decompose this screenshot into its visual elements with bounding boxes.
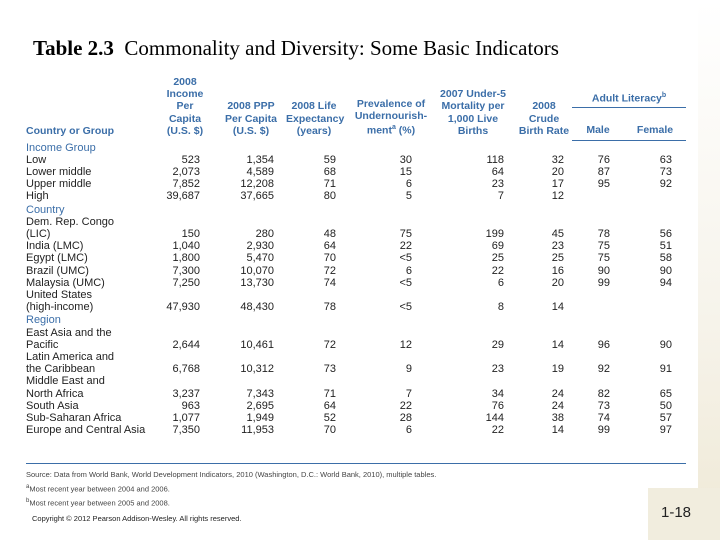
cell-birth: 45 bbox=[551, 227, 564, 240]
cell-male: 99 bbox=[597, 276, 610, 289]
cell-income: 1,800 bbox=[172, 252, 200, 265]
cell-mortality: 76 bbox=[491, 399, 504, 412]
cell-mortality: 7 bbox=[497, 190, 504, 203]
table-row bbox=[26, 351, 686, 363]
cell-female: 50 bbox=[659, 399, 673, 412]
cell-mortality: 22 bbox=[491, 264, 504, 277]
cell-male bbox=[572, 190, 624, 202]
header-literacy-sup: b bbox=[661, 91, 667, 99]
section-label: Country bbox=[26, 203, 65, 216]
cell-ppp: 7,343 bbox=[246, 387, 274, 400]
table-row bbox=[26, 375, 686, 387]
table-row bbox=[26, 166, 686, 178]
cell-mortality: 8 bbox=[497, 301, 504, 314]
row-name: India (LMC) bbox=[26, 240, 84, 253]
cell-undernourish: <5 bbox=[399, 301, 412, 314]
cell-undernourish: 9 bbox=[405, 363, 412, 376]
cell-life: 64 bbox=[323, 399, 336, 412]
cell-ppp: 1,354 bbox=[246, 153, 274, 166]
cell-income: 39,687 bbox=[166, 190, 200, 203]
cell-mortality: 23 bbox=[491, 363, 504, 376]
cell-birth: 38 bbox=[551, 411, 564, 424]
cell-mortality: 25 bbox=[491, 252, 504, 265]
cell-mortality: 22 bbox=[491, 424, 504, 437]
cell-income: 47,930 bbox=[166, 301, 200, 314]
cell-income: 2,644 bbox=[172, 338, 200, 351]
cell-life: 72 bbox=[323, 338, 336, 351]
cell-birth: 25 bbox=[551, 252, 564, 265]
cell-male: 96 bbox=[597, 338, 610, 351]
table-row bbox=[26, 412, 686, 424]
slide-edge-strip bbox=[698, 0, 720, 540]
header-literacy bbox=[572, 76, 686, 107]
header-undernourish-sup: a bbox=[391, 124, 396, 132]
cell-undernourish: 75 bbox=[399, 227, 412, 240]
cell-female: 65 bbox=[659, 387, 673, 400]
cell-life: 64 bbox=[323, 240, 336, 253]
row-name: South Asia bbox=[26, 399, 79, 412]
cell-ppp: 37,665 bbox=[240, 190, 274, 203]
table-row-continued bbox=[26, 339, 686, 351]
cell-male: 99 bbox=[597, 424, 610, 437]
cell-ppp: 13,730 bbox=[240, 276, 274, 289]
row-name-continued: (high-income) bbox=[26, 301, 94, 314]
cell-ppp: 280 bbox=[255, 227, 274, 240]
header-undernourish-unit: (%) bbox=[398, 124, 416, 137]
cell-birth: 20 bbox=[551, 165, 564, 178]
cell-ppp: 12,208 bbox=[240, 178, 274, 191]
cell-undernourish: 30 bbox=[399, 153, 412, 166]
slide-title bbox=[33, 36, 703, 61]
page-number: 1-18 bbox=[661, 504, 692, 521]
cell-mortality: 6 bbox=[497, 276, 504, 289]
cell-female: 58 bbox=[659, 252, 673, 265]
row-name-continued: (LIC) bbox=[26, 227, 51, 240]
cell-male: 82 bbox=[597, 387, 610, 400]
cell-life: 74 bbox=[323, 276, 336, 289]
cell-ppp: 10,461 bbox=[240, 338, 274, 351]
footnote-b-text: Most recent year between 2005 and 2008. bbox=[29, 498, 170, 508]
table-title: Commonality and Diversity: Some Basic Indicators bbox=[124, 36, 559, 60]
cell-undernourish: <5 bbox=[399, 252, 412, 265]
cell-male: 76 bbox=[597, 153, 610, 166]
cell-mortality: 69 bbox=[491, 240, 504, 253]
cell-birth: 16 bbox=[551, 264, 564, 277]
cell-female: 73 bbox=[659, 165, 673, 178]
cell-income: 1,040 bbox=[172, 240, 200, 253]
table-row bbox=[26, 265, 686, 277]
cell-income: 7,852 bbox=[172, 178, 200, 191]
cell-mortality: 34 bbox=[491, 387, 504, 400]
cell-life: 80 bbox=[323, 190, 336, 203]
cell-income: 3,237 bbox=[172, 387, 200, 400]
cell-ppp: 5,470 bbox=[246, 252, 274, 265]
cell-life: 71 bbox=[323, 387, 336, 400]
cell-mortality: 23 bbox=[491, 178, 504, 191]
header-mortality: 2007 Under-5 Mortality per 1,000 Live Births bbox=[440, 88, 506, 137]
cell-undernourish: 28 bbox=[399, 411, 412, 424]
row-name: Upper middle bbox=[26, 178, 92, 191]
row-name: Sub-Saharan Africa bbox=[26, 411, 122, 424]
cell-mortality: 144 bbox=[485, 411, 504, 424]
cell-birth: 14 bbox=[551, 424, 564, 437]
cell-life: 78 bbox=[323, 301, 336, 314]
indicators-table bbox=[26, 76, 686, 436]
table-row bbox=[26, 400, 686, 412]
cell-ppp: 2,930 bbox=[246, 240, 274, 253]
cell-life: 59 bbox=[323, 153, 336, 166]
cell-income: 523 bbox=[181, 153, 200, 166]
table-row bbox=[26, 327, 686, 339]
table-row bbox=[26, 277, 686, 289]
cell-male: 90 bbox=[597, 264, 610, 277]
row-name: Egypt (LMC) bbox=[26, 252, 88, 265]
row-name: Dem. Rep. Congo bbox=[26, 215, 115, 228]
header-life: 2008 Life Expectancy (years) bbox=[286, 100, 345, 137]
cell-income: 2,073 bbox=[172, 165, 200, 178]
table-row bbox=[26, 178, 686, 190]
cell-income: 6,768 bbox=[172, 363, 200, 376]
row-name: Brazil (UMC) bbox=[26, 264, 89, 277]
cell-female bbox=[624, 190, 686, 202]
table-row-continued bbox=[26, 363, 686, 375]
row-name: Middle East and bbox=[26, 375, 105, 388]
table-row-continued bbox=[26, 301, 686, 313]
table-number: Table 2.3 bbox=[33, 36, 114, 60]
cell-ppp: 1,949 bbox=[246, 411, 274, 424]
cell-mortality: 29 bbox=[491, 338, 504, 351]
cell-undernourish: <5 bbox=[399, 276, 412, 289]
cell-income: 7,350 bbox=[172, 424, 200, 437]
row-name: Lower middle bbox=[26, 165, 92, 178]
cell-undernourish: 5 bbox=[405, 190, 412, 203]
table-row bbox=[26, 216, 686, 228]
cell-birth: 12 bbox=[551, 190, 564, 203]
cell-ppp: 11,953 bbox=[241, 424, 274, 437]
cell-female: 92 bbox=[659, 178, 673, 191]
header-female: Female bbox=[624, 107, 686, 140]
cell-ppp: 10,312 bbox=[240, 363, 274, 376]
table-bottom-rule bbox=[26, 463, 686, 464]
section-label: Income Group bbox=[26, 141, 96, 154]
row-name-continued: the Caribbean bbox=[26, 363, 96, 376]
cell-ppp: 48,430 bbox=[240, 301, 274, 314]
cell-female: 51 bbox=[659, 240, 673, 253]
cell-male: 75 bbox=[597, 252, 610, 265]
cell-undernourish: 22 bbox=[399, 399, 412, 412]
cell-life: 71 bbox=[323, 178, 336, 191]
header-country: Country or Group bbox=[26, 124, 115, 137]
cell-ppp: 2,695 bbox=[246, 399, 274, 412]
row-name: Europe and Central Asia bbox=[26, 424, 146, 437]
row-name-continued: North Africa bbox=[26, 387, 84, 400]
row-name: East Asia and the bbox=[26, 326, 112, 339]
cell-income: 1,077 bbox=[172, 411, 200, 424]
cell-male: 87 bbox=[597, 165, 610, 178]
cell-birth: 24 bbox=[551, 387, 564, 400]
cell-female bbox=[624, 301, 686, 313]
cell-income: 150 bbox=[181, 227, 200, 240]
cell-undernourish: 22 bbox=[399, 240, 412, 253]
table-row bbox=[26, 289, 686, 301]
cell-male: 75 bbox=[597, 240, 610, 253]
table-row-continued bbox=[26, 228, 686, 240]
cell-birth: 14 bbox=[551, 301, 564, 314]
cell-male: 78 bbox=[597, 227, 610, 240]
footnote-b bbox=[26, 498, 170, 508]
cell-life: 68 bbox=[323, 165, 336, 178]
cell-life: 52 bbox=[323, 411, 336, 424]
cell-undernourish: 7 bbox=[405, 387, 412, 400]
cell-male: 73 bbox=[597, 399, 610, 412]
cell-undernourish: 6 bbox=[405, 424, 412, 437]
cell-birth: 20 bbox=[551, 276, 564, 289]
cell-male bbox=[572, 301, 624, 313]
cell-female: 56 bbox=[659, 227, 673, 240]
cell-female: 57 bbox=[659, 411, 673, 424]
cell-birth: 32 bbox=[551, 153, 564, 166]
cell-undernourish: 12 bbox=[399, 338, 412, 351]
header-income: 2008 Income Per Capita (U.S. $) bbox=[166, 76, 204, 137]
header-male: Male bbox=[572, 107, 624, 140]
cell-undernourish: 15 bbox=[399, 165, 412, 178]
cell-life: 72 bbox=[323, 264, 336, 277]
cell-income: 963 bbox=[181, 399, 200, 412]
cell-mortality: 199 bbox=[485, 227, 504, 240]
section-header bbox=[26, 313, 686, 326]
section-header bbox=[26, 140, 686, 154]
cell-life: 70 bbox=[323, 424, 336, 437]
cell-life: 73 bbox=[323, 363, 336, 376]
row-name: High bbox=[26, 190, 49, 203]
header-birth: 2008 Crude Birth Rate bbox=[518, 100, 570, 137]
cell-male: 95 bbox=[597, 178, 610, 191]
table-row bbox=[26, 424, 686, 436]
header-ppp: 2008 PPP Per Capita (U.S. $) bbox=[225, 100, 277, 137]
cell-birth: 19 bbox=[551, 363, 564, 376]
cell-male: 92 bbox=[597, 363, 610, 376]
table-row bbox=[26, 190, 686, 202]
row-name: United States bbox=[26, 288, 93, 301]
cell-ppp: 10,070 bbox=[240, 264, 274, 277]
header-undernourish bbox=[344, 76, 434, 140]
table-row bbox=[26, 240, 686, 252]
cell-mortality: 64 bbox=[491, 165, 504, 178]
cell-income: 7,300 bbox=[172, 264, 200, 277]
cell-income: 7,250 bbox=[172, 276, 200, 289]
table-row-continued bbox=[26, 388, 686, 400]
source-note: Source: Data from World Bank, World Development Indicators, 2010 (Washington, D.C.: World Bank, 2010), multiple tables. bbox=[26, 470, 437, 479]
cell-undernourish: 6 bbox=[405, 178, 412, 191]
header-literacy-label: Adult Literacy bbox=[591, 92, 662, 105]
footnote-a bbox=[26, 484, 170, 494]
section-header bbox=[26, 203, 686, 216]
footnote-a-text: Most recent year between 2004 and 2006. bbox=[29, 484, 170, 494]
cell-undernourish: 6 bbox=[405, 264, 412, 277]
cell-birth: 14 bbox=[551, 338, 564, 351]
cell-birth: 17 bbox=[551, 178, 564, 191]
cell-life: 70 bbox=[323, 252, 336, 265]
cell-birth: 23 bbox=[551, 240, 564, 253]
cell-life: 48 bbox=[323, 227, 336, 240]
row-name-continued: Pacific bbox=[26, 338, 59, 351]
cell-female: 91 bbox=[659, 363, 673, 376]
cell-female: 90 bbox=[659, 264, 673, 277]
cell-female: 97 bbox=[659, 424, 673, 437]
section-label: Region bbox=[26, 314, 61, 327]
table-row bbox=[26, 154, 686, 166]
cell-female: 63 bbox=[659, 153, 673, 166]
copyright-notice: Copyright © 2012 Pearson Addison-Wesley. All rights reserved. bbox=[32, 514, 242, 523]
cell-female: 90 bbox=[659, 338, 673, 351]
footnote-b-mark: b bbox=[26, 498, 30, 504]
row-name: Latin America and bbox=[26, 350, 115, 363]
footnote-a-mark: a bbox=[26, 484, 30, 490]
cell-female: 94 bbox=[659, 276, 673, 289]
table-row bbox=[26, 252, 686, 264]
row-name: Malaysia (UMC) bbox=[26, 276, 105, 289]
cell-male: 74 bbox=[597, 411, 610, 424]
cell-ppp: 4,589 bbox=[246, 165, 274, 178]
cell-mortality: 118 bbox=[486, 153, 504, 166]
header-undernourish-label: Prevalence of Undernourish-ment bbox=[354, 97, 428, 137]
cell-birth: 24 bbox=[551, 399, 564, 412]
row-name: Low bbox=[26, 153, 47, 166]
